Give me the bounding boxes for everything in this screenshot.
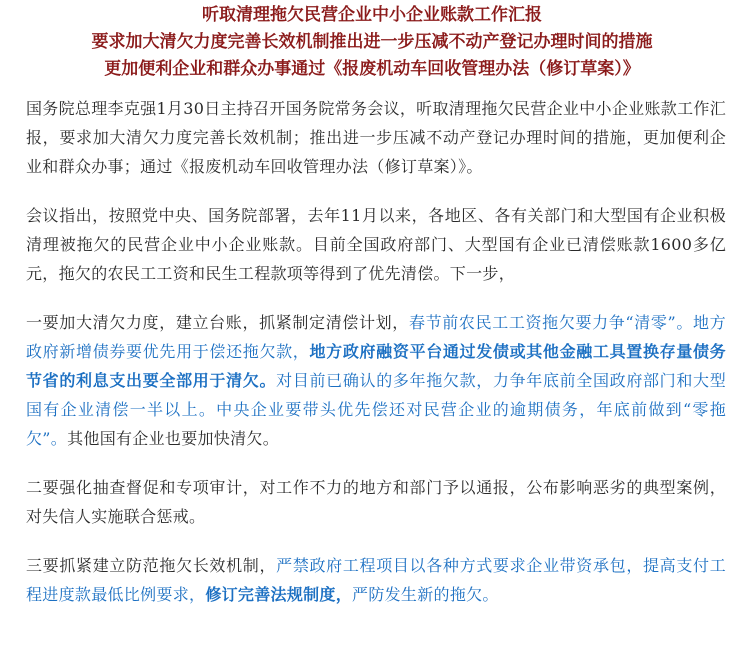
paragraph-point-three [26, 551, 726, 609]
headline-line-1: 听取清理拖欠民营企业中小企业账款工作汇报 [202, 5, 542, 25]
point-one-highlight-2: 对目前已确认的多年拖欠款，力争年底前全国政府部门和大型国有企业清偿一半以上。中央企业要带头优先偿还对民营企业的逾期债务，年底前做到“零拖欠”。 [26, 371, 726, 448]
headline-line-3: 更加便利企业和群众办事通过《报废机动车回收管理办法（修订草案）》 [104, 59, 640, 79]
paragraph-intro: 国务院总理李克强1月30日主持召开国务院常务会议，听取清理拖欠民营企业中小企业账款工作汇报，要求加大清欠力度完善长效机制；推出进一步压减不动产登记办理时间的措施，更加便利企业和群众办事；通过《报废机动车回收管理办法（修订草案）》。 [26, 99, 726, 176]
point-three-highlight: 严禁政府工程项目以各种方式要求企业带资承包，提高支付工程进度款最低比例要求， [26, 556, 726, 604]
point-three-text: 三要抓紧建立防范拖欠长效机制， [26, 556, 277, 575]
article-body [26, 94, 726, 629]
point-one-text: 一要加大清欠力度，建立台账，抓紧制定清偿计划， [26, 313, 409, 332]
point-one-highlight: 春节前农民工工资拖欠要力争“清零”。地方政府新增债券要优先用于偿还拖欠款， [26, 313, 726, 361]
paragraph-point-two: 二要强化抽查督促和专项审计，对工作不力的地方和部门予以通报，公布影响恶劣的典型案例，对失信人实施联合惩戒。 [26, 478, 726, 526]
point-one-tail: 其他国有企业也要加快清欠。 [67, 429, 279, 448]
article-headline [0, 0, 744, 83]
point-one-bold-highlight: 地方政府融资平台通过发债或其他金融工具置换存量债务节省的利息支出要全部用于清欠。 [26, 342, 726, 390]
point-three-highlight-2: 严防发生新的拖欠。 [352, 585, 499, 604]
paragraph-point-one [26, 308, 726, 453]
paragraph-meeting-notes: 会议指出，按照党中央、国务院部署，去年11月以来，各地区、各有关部门和大型国有企业积极清理被拖欠的民营企业中小企业账款。目前全国政府部门、大型国有企业已清偿账款1600多亿元，拖欠的农民工工资和民生工程款项等得到了优先清偿。下一步， [26, 206, 726, 283]
headline-line-2: 要求加大清欠力度完善长效机制推出进一步压减不动产登记办理时间的措施 [91, 32, 653, 52]
point-three-bold-highlight: 修订完善法规制度， [205, 585, 353, 604]
